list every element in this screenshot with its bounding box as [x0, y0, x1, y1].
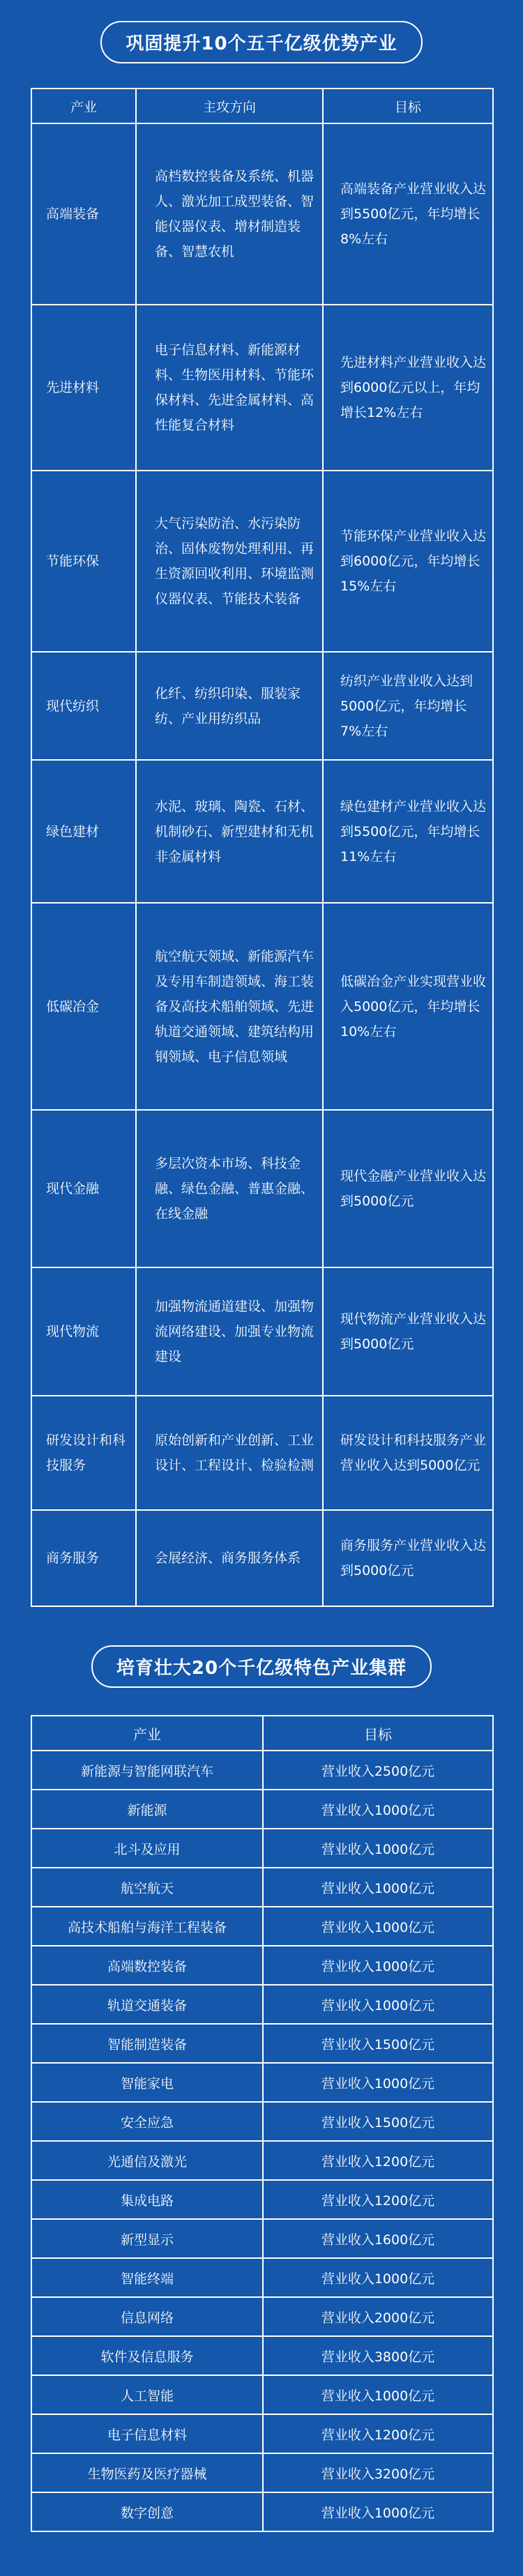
target-cell: 绿色建材产业营业收入达到5500亿元，年均增长11%左右	[323, 760, 493, 903]
direction-cell: 航空航天领域、新能源汽车及专用车制造领域、海工装备及高技术船舶领域、先进轨道交通领域、建筑结构用钢领域、电子信息领域	[136, 903, 323, 1110]
direction-cell: 大气污染防治、水污染防治、固体废物处理利用、再生资源回收利用、环境监测仪器仪表、节能技术装备	[136, 471, 323, 652]
table-row	[31, 1907, 493, 1946]
industry-cell: 信息网络	[31, 2297, 263, 2336]
header-industry: 产业	[31, 89, 136, 123]
industry-cell: 研发设计和科技服务	[31, 1396, 136, 1510]
target-cell: 营业收入1000亿元	[263, 1985, 493, 2024]
target-cell: 营业收入1000亿元	[263, 2492, 493, 2531]
table-row	[31, 471, 493, 652]
header-direction: 主攻方向	[136, 89, 323, 123]
target-cell: 营业收入1000亿元	[263, 1907, 493, 1946]
target-cell: 营业收入1000亿元	[263, 1829, 493, 1868]
target-cell: 营业收入1000亿元	[263, 1946, 493, 1985]
table-row	[31, 2375, 493, 2414]
industry-cell: 现代纺织	[31, 652, 136, 760]
section2-header	[0, 1645, 523, 1688]
section1-header	[0, 21, 523, 63]
table-row	[31, 2063, 493, 2102]
direction-cell: 电子信息材料、新能源材料、生物医用材料、节能环保材料、先进金属材料、高性能复合材料	[136, 305, 323, 471]
table-row	[31, 2258, 493, 2297]
target-cell: 营业收入1000亿元	[263, 2375, 493, 2414]
target-cell: 现代物流产业营业收入达到5000亿元	[323, 1267, 493, 1396]
target-cell: 营业收入1000亿元	[263, 2063, 493, 2102]
table-row	[31, 2180, 493, 2219]
direction-cell: 高档数控装备及系统、机器人、激光加工成型装备、智能仪器仪表、增材制造装备、智慧农机	[136, 123, 323, 305]
industry-cell: 集成电路	[31, 2180, 263, 2219]
header-industry: 产业	[31, 1716, 263, 1751]
table-row	[31, 2024, 493, 2063]
industry-cell: 现代金融	[31, 1110, 136, 1267]
industry-cell: 新型显示	[31, 2219, 263, 2258]
table-row	[31, 1751, 493, 1790]
industry-cell: 智能家电	[31, 2063, 263, 2102]
direction-cell: 化纤、纺织印染、服装家纺、产业用纺织品	[136, 652, 323, 760]
industry-cell: 北斗及应用	[31, 1829, 263, 1868]
industry-cell: 航空航天	[31, 1868, 263, 1907]
table-header-row	[31, 1716, 493, 1751]
header-target: 目标	[263, 1716, 493, 1751]
direction-cell: 原始创新和产业创新、工业设计、工程设计、检验检测	[136, 1396, 323, 1510]
industry-cell: 节能环保	[31, 471, 136, 652]
table-row	[31, 1396, 493, 1510]
target-cell: 营业收入3800亿元	[263, 2336, 493, 2375]
industry-cell: 安全应急	[31, 2102, 263, 2141]
direction-cell: 加强物流通道建设、加强物流网络建设、加强专业物流建设	[136, 1267, 323, 1396]
table-row	[31, 1110, 493, 1267]
table-row	[31, 1868, 493, 1907]
target-cell: 营业收入1000亿元	[263, 2258, 493, 2297]
industry-cell: 智能终端	[31, 2258, 263, 2297]
table-row	[31, 1267, 493, 1396]
table-row	[31, 903, 493, 1110]
direction-cell: 多层次资本市场、科技金融、绿色金融、普惠金融、在线金融	[136, 1110, 323, 1267]
industry-cell: 智能制造装备	[31, 2024, 263, 2063]
industry-cell: 高端装备	[31, 123, 136, 305]
target-cell: 营业收入2500亿元	[263, 1751, 493, 1790]
section2-title: 培育壮大20个千亿级特色产业集群	[91, 1645, 432, 1688]
table-row	[31, 2336, 493, 2375]
table-row	[31, 2141, 493, 2180]
table-row	[31, 2297, 493, 2336]
table-row	[31, 652, 493, 760]
target-cell: 高端装备产业营业收入达到5500亿元，年均增长8%左右	[323, 123, 493, 305]
table-header-row	[31, 89, 493, 123]
industry-cell: 高端数控装备	[31, 1946, 263, 1985]
industry-cell: 低碳冶金	[31, 903, 136, 1110]
table-row	[31, 2492, 493, 2531]
table-row	[31, 1790, 493, 1829]
table-row	[31, 305, 493, 471]
industry-cell: 软件及信息服务	[31, 2336, 263, 2375]
industry-cell: 生物医药及医疗器械	[31, 2453, 263, 2492]
target-cell: 营业收入1000亿元	[263, 1868, 493, 1907]
table-row	[31, 1985, 493, 2024]
target-cell: 营业收入3200亿元	[263, 2453, 493, 2492]
industry-cell: 光通信及激光	[31, 2141, 263, 2180]
target-cell: 营业收入2000亿元	[263, 2297, 493, 2336]
target-cell: 研发设计和科技服务产业营业收入达到5000亿元	[323, 1396, 493, 1510]
table-row	[31, 760, 493, 903]
table-row	[31, 1510, 493, 1606]
target-cell: 营业收入1200亿元	[263, 2414, 493, 2453]
target-cell: 营业收入1600亿元	[263, 2219, 493, 2258]
industry-cell: 先进材料	[31, 305, 136, 471]
table-row	[31, 1946, 493, 1985]
target-cell: 低碳冶金产业实现营业收入5000亿元，年均增长10%左右	[323, 903, 493, 1110]
industry-cell: 高技术船舶与海洋工程装备	[31, 1907, 263, 1946]
industry-cell: 商务服务	[31, 1510, 136, 1606]
target-cell: 商务服务产业营业收入达到5000亿元	[323, 1510, 493, 1606]
header-target: 目标	[323, 89, 493, 123]
table-row	[31, 2414, 493, 2453]
target-cell: 现代金融产业营业收入达到5000亿元	[323, 1110, 493, 1267]
direction-cell: 水泥、玻璃、陶瓷、石材、机制砂石、新型建材和无机非金属材料	[136, 760, 323, 903]
direction-cell: 会展经济、商务服务体系	[136, 1510, 323, 1606]
industry-cell: 轨道交通装备	[31, 1985, 263, 2024]
target-cell: 营业收入1200亿元	[263, 2141, 493, 2180]
advantage-industries-table	[31, 88, 494, 1607]
industry-cell: 数字创意	[31, 2492, 263, 2531]
target-cell: 营业收入1500亿元	[263, 2102, 493, 2141]
industry-cell: 新能源与智能网联汽车	[31, 1751, 263, 1790]
target-cell: 营业收入1200亿元	[263, 2180, 493, 2219]
industry-cell: 绿色建材	[31, 760, 136, 903]
industry-cell: 电子信息材料	[31, 2414, 263, 2453]
table-row	[31, 2453, 493, 2492]
industry-cell: 新能源	[31, 1790, 263, 1829]
target-cell: 先进材料产业营业收入达到6000亿元以上，年均增长12%左右	[323, 305, 493, 471]
table-row	[31, 2219, 493, 2258]
table-row	[31, 2102, 493, 2141]
target-cell: 营业收入1000亿元	[263, 1790, 493, 1829]
industry-cell: 现代物流	[31, 1267, 136, 1396]
target-cell: 营业收入1500亿元	[263, 2024, 493, 2063]
target-cell: 纺织产业营业收入达到5000亿元，年均增长7%左右	[323, 652, 493, 760]
cluster-industries-table	[31, 1715, 494, 2532]
section1-title: 巩固提升10个五千亿级优势产业	[100, 21, 422, 63]
table-row	[31, 1829, 493, 1868]
table-row	[31, 123, 493, 305]
target-cell: 节能环保产业营业收入达到6000亿元，年均增长15%左右	[323, 471, 493, 652]
industry-cell: 人工智能	[31, 2375, 263, 2414]
